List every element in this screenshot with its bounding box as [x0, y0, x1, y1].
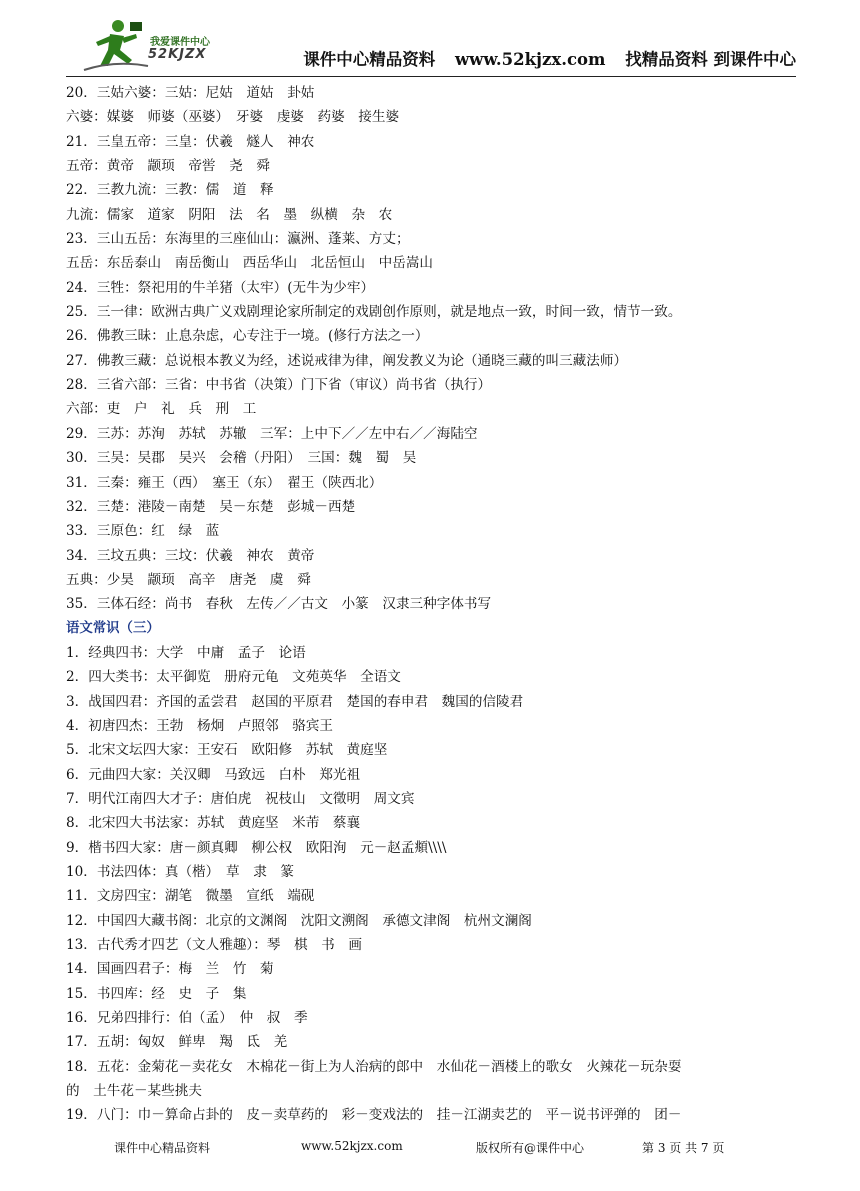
text-line: 24．三牲：祭祀用的牛羊猪（太牢）(无牛为少牢）	[66, 279, 375, 296]
text-line: 六部：吏 户 礼 兵 刑 工	[66, 401, 257, 418]
text-line: 1．经典四书：大学 中庸 孟子 论语	[66, 644, 306, 661]
logo-wordmark: 52KJZX	[148, 47, 207, 62]
text-line: 六婆：媒婆 师婆（巫婆） 牙婆 虔婆 药婆 接生婆	[66, 109, 400, 126]
text-line: 21．三皇五帝：三皇：伏羲 燧人 神农	[66, 133, 315, 150]
page-header	[66, 14, 796, 77]
section-heading: 语文常识（三）	[66, 620, 160, 636]
text-line: 25．三一律：欧洲古典广义戏剧理论家所制定的戏剧创作原则，就是地点一致，时间一致，情节一致。	[66, 304, 682, 321]
footer-left: 课件中心精品资料	[114, 1141, 211, 1155]
text-line: 23．三山五岳：东海里的三座仙山：瀛洲、蓬莱、方丈；	[66, 231, 410, 248]
text-line: 26．佛教三昧：止息杂虑，心专注于一境。(修行方法之一）	[66, 328, 429, 345]
text-line: 18．五花：金菊花－卖花女 木棉花－街上为人治病的郎中 水仙花－酒楼上的歌女 火辣花－玩杂耍	[66, 1058, 682, 1075]
text-line: 9．楷书四大家：唐－颜真卿 柳公权 欧阳洵 元－赵孟頫\\\\	[66, 839, 447, 856]
text-line: 15．书四库：经 史 子 集	[66, 985, 247, 1002]
header-title-left: 课件中心精品资料	[303, 50, 436, 69]
text-line: 2．四大类书：太平御览 册府元龟 文苑英华 全语文	[66, 669, 401, 686]
page-footer	[66, 1139, 796, 1161]
text-line: 九流：儒家 道家 阴阳 法 名 墨 纵横 杂 农	[66, 206, 393, 223]
text-line: 6．元曲四大家：关汉卿 马致远 白朴 郑光祖	[66, 766, 361, 783]
text-line: 五典：少昊 颛顼 高辛 唐尧 虞 舜	[66, 571, 311, 588]
text-line: 10．书法四体：真（楷） 草 隶 篆	[66, 864, 294, 880]
text-line: 14．国画四君子：梅 兰 竹 菊	[66, 961, 274, 978]
text-line: 11．文房四宝：湖笔 微墨 宣纸 端砚	[66, 888, 315, 905]
text-line: 33．三原色：红 绿 蓝	[66, 523, 220, 540]
text-line: 16．兄弟四排行：伯（孟） 仲 叔 季	[66, 1010, 308, 1027]
text-line: 20．三姑六婆：三姑：尼姑 道姑 卦姑	[66, 85, 315, 101]
text-line: 19．八门：巾－算命占卦的 皮－卖草药的 彩－变戏法的 挂－江湖卖艺的 平－说书评弹的 团－	[66, 1107, 682, 1124]
footer-copyright: 版权所有@课件中心	[476, 1141, 585, 1155]
text-line: 30．三吴：吴郡 吴兴 会稽（丹阳） 三国：魏 蜀 吴	[66, 450, 417, 467]
text-line: 的 土牛花－某些挑夫	[66, 1083, 202, 1100]
header-title-right: 找精品资料 到课件中心	[625, 50, 796, 69]
text-line: 17．五胡：匈奴 鲜卑 羯 氐 羌	[66, 1034, 288, 1051]
document-body	[66, 81, 796, 1128]
text-line: 4．初唐四杰：王勃 杨炯 卢照邻 骆宾王	[66, 717, 333, 734]
text-line: 7．明代江南四大才子：唐伯虎 祝枝山 文徵明 周文宾	[66, 790, 415, 807]
runner-logo-icon	[80, 16, 150, 74]
text-line: 29．三苏：苏洵 苏轼 苏辙 三军：上中下／／左中右／／海陆空	[66, 425, 478, 442]
text-line: 13．古代秀才四艺（文人雅趣）：琴 棋 书 画	[66, 937, 362, 954]
text-line: 32．三楚：港陵－南楚 吴－东楚 彭城－西楚	[66, 498, 356, 515]
footer-page-number: 第 3 页 共 7 页	[642, 1141, 725, 1155]
text-line: 35．三体石经：尚书 春秋 左传／／古文 小篆 汉隶三种字体书写	[66, 596, 492, 613]
text-line: 5．北宋文坛四大家：王安石 欧阳修 苏轼 黄庭坚	[66, 742, 388, 759]
text-line: 12．中国四大藏书阁：北京的文渊阁 沈阳文溯阁 承德文津阁 杭州文澜阁	[66, 912, 532, 929]
text-line: 31．三秦：雍王（西） 塞王（东） 翟王（陕西北）	[66, 474, 383, 491]
text-line: 34．三坟五典：三坟：伏羲 神农 黄帝	[66, 547, 315, 564]
header-title	[289, 46, 796, 70]
footer-site-link[interactable]: www.52kjzx.com	[301, 1139, 403, 1153]
logo-tagline: 我爱课件中心	[150, 37, 210, 48]
text-line: 8．北宋四大书法家：苏轼 黄庭坚 米芾 蔡襄	[66, 815, 361, 832]
text-line: 五岳：东岳泰山 南岳衡山 西岳华山 北岳恒山 中岳嵩山	[66, 255, 434, 272]
site-logo[interactable]	[80, 16, 220, 74]
text-line: 28．三省六部：三省：中书省（决策）门下省（审议）尚书省（执行）	[66, 377, 492, 394]
text-line: 五帝：黄帝 颛顼 帝喾 尧 舜	[66, 158, 270, 175]
header-site-link[interactable]: www.52kjzx.com	[454, 50, 606, 69]
text-line: 3．战国四君：齐国的孟尝君 赵国的平原君 楚国的春申君 魏国的信陵君	[66, 693, 524, 710]
text-line: 22．三教九流：三教：儒 道 释	[66, 182, 274, 199]
text-line: 27．佛教三藏：总说根本教义为经，述说戒律为律，阐发教义为论（通晓三藏的叫三藏法师）	[66, 352, 628, 369]
